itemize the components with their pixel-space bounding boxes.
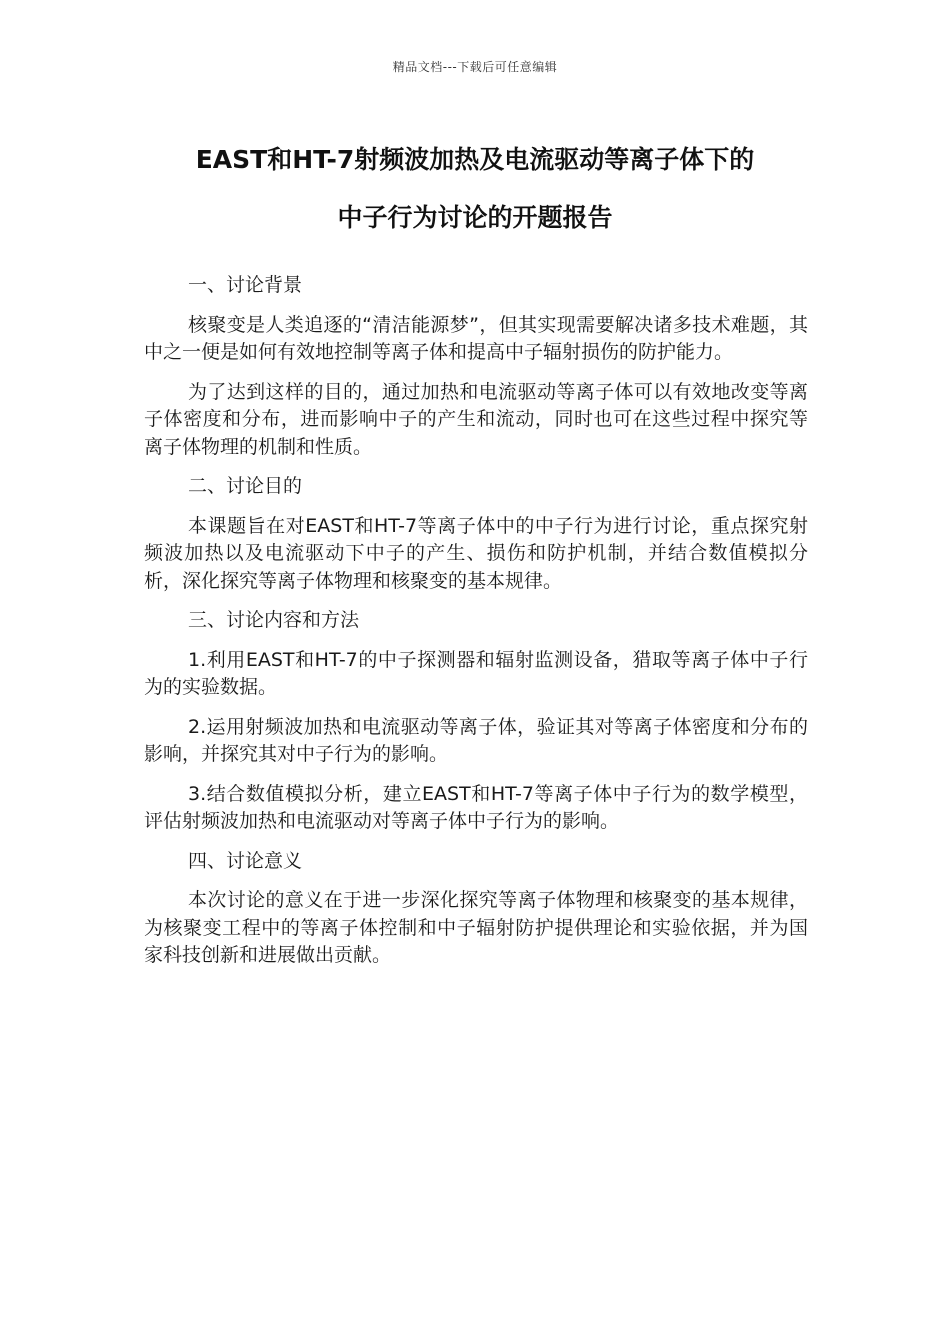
- section-heading-purpose: 二、讨论目的: [188, 475, 303, 497]
- section-heading-background: 一、讨论背景: [188, 274, 303, 296]
- header-note: 精品文档---下载后可任意编辑: [392, 60, 558, 74]
- section-heading-content-methods: 三、讨论内容和方法: [188, 609, 360, 631]
- paragraph: 为了达到这样的目的，通过加热和电流驱动等离子体可以有效地改变等离子体密度和分布，进而影响中子的产生和流动，同时也可在这些过程中探究等离子体物理的机制和性质。: [144, 380, 808, 458]
- document-body: [144, 272, 808, 982]
- paragraph: 1.利用EAST和HT-7的中子探测器和辐射监测设备，猎取等离子体中子行为的实验数据。: [144, 648, 808, 698]
- paragraph: 3.结合数值模拟分析，建立EAST和HT-7等离子体中子行为的数学模型，评估射频波加热和电流驱动对等离子体中子行为的影响。: [144, 782, 808, 832]
- section-heading-significance: 四、讨论意义: [188, 849, 303, 872]
- paragraph: 2.运用射频波加热和电流驱动等离子体，验证其对等离子体密度和分布的影响，并探究其对中子行为的影响。: [144, 715, 808, 765]
- paragraph: 核聚变是人类追逐的“清洁能源梦”，但其实现需要解决诸多技术难题，其中之一便是如何有效地控制等离子体和提高中子辐射损伤的防护能力。: [144, 313, 808, 363]
- title-line-1: EAST和HT-7射频波加热及电流驱动等离子体下的: [195, 145, 755, 174]
- paragraph: 本课题旨在对EAST和HT-7等离子体中的中子行为进行讨论，重点探究射频波加热以及电流驱动下中子的产生、损伤和防护机制，并结合数值模拟分析，深化探究等离子体物理和核聚变的基本规律。: [144, 514, 808, 592]
- paragraph: 本次讨论的意义在于进一步深化探究等离子体物理和核聚变的基本规律，为核聚变工程中的等离子体控制和中子辐射防护提供理论和实验依据，并为国家科技创新和进展做出贡献。: [144, 889, 808, 966]
- title-line-2: 中子行为讨论的开题报告: [337, 203, 613, 232]
